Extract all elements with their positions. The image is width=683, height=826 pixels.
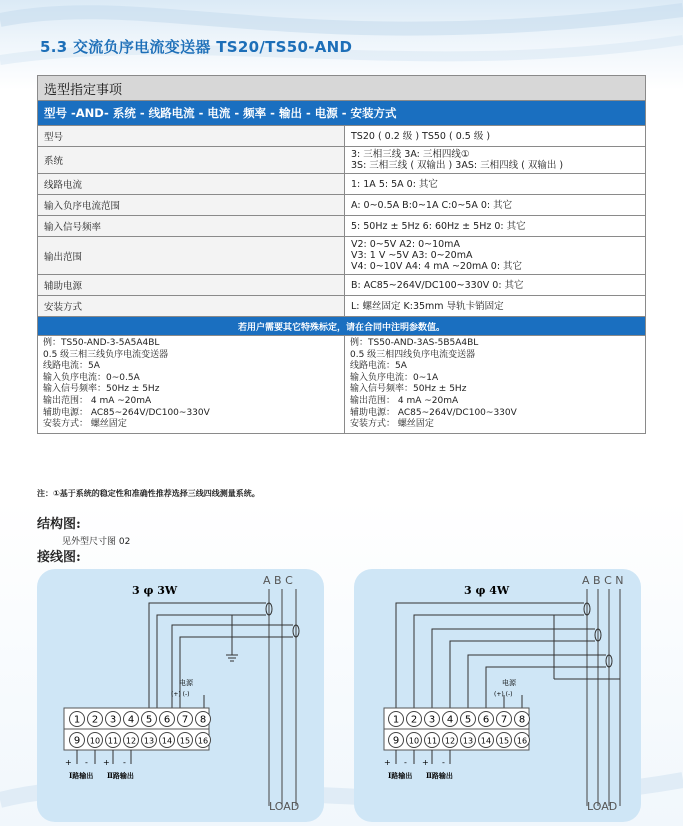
spec-row [38, 174, 646, 195]
footnote: 注：①基于系统的稳定性和准确性推荐选择三线四线测量系统。 [37, 489, 260, 498]
out1-plus: + [384, 758, 391, 767]
spec-value-line: 1: 1A 5: 5A 0: 其它 [351, 178, 438, 190]
spec-row [38, 147, 646, 174]
spec-row [38, 126, 646, 147]
spec-label: 输入负序电流范围 [38, 195, 345, 216]
terminal-number: 14 [161, 736, 173, 746]
wiring-svg-3p4w [354, 569, 641, 822]
spec-values [345, 275, 646, 296]
example-line: 安装方式： 螺丝固定 [350, 419, 434, 430]
output-1-label: Ⅰ路输出 [388, 771, 413, 780]
example-line: 线路电流：5A [350, 361, 407, 372]
out2-minus: - [442, 758, 445, 767]
terminal-number: 8 [518, 714, 526, 726]
selection-table [37, 75, 646, 434]
phase-labels: A B C [263, 574, 293, 587]
spec-value-line: V3: 1 V ~5V A3: 0~20mA [351, 250, 473, 261]
output-2-label: Ⅱ路输出 [426, 771, 453, 780]
phase-labels: A B C N [582, 574, 624, 587]
terminal-number: 8 [199, 714, 207, 726]
power-marks: (+) (-) [171, 691, 190, 698]
terminal-number: 5 [464, 714, 472, 726]
terminal-number: 1 [392, 714, 400, 726]
terminal-number: 7 [181, 714, 189, 726]
spec-value-line: 3: 三相三线 3A: 三相四线① [351, 149, 470, 160]
terminal-number: 14 [480, 736, 492, 746]
example-line: 输出范围： 4 mA ~20mA [43, 395, 152, 406]
spec-label: 输出范围 [38, 237, 345, 275]
structure-reference: 见外型尺寸图 02 [62, 537, 131, 547]
special-calibration-note: 若用户需要其它特殊标定，请在合同中注明参数值。 [38, 317, 646, 336]
spec-label: 输入信号频率 [38, 216, 345, 237]
wiring-svg-3p3w [37, 569, 324, 822]
power-label: 电源 [179, 679, 193, 687]
out1-minus: - [404, 758, 407, 767]
example-right [345, 336, 646, 434]
terminal-number: 10 [408, 736, 420, 746]
terminal-number: 2 [410, 714, 418, 726]
spec-values [345, 296, 646, 317]
out2-plus: + [103, 758, 110, 767]
terminal-number: 6 [482, 714, 490, 726]
example-line: 输出范围： 4 mA ~20mA [350, 395, 459, 406]
out2-minus: - [123, 758, 126, 767]
spec-value-line: A: 0~0.5A B:0~1A C:0~5A 0: 其它 [351, 199, 513, 211]
terminal-number: 7 [500, 714, 508, 726]
terminal-number: 1 [73, 714, 81, 726]
structure-heading: 结构图: [37, 517, 81, 532]
terminal-number: 10 [89, 736, 101, 746]
spec-row [38, 195, 646, 216]
spec-values [345, 147, 646, 174]
wiring-diagram-3p4w [354, 569, 641, 822]
terminal-number: 3 [428, 714, 436, 726]
example-line: 输入负序电流：0~0.5A [43, 372, 140, 383]
example-line: 输入信号频率：50Hz ± 5Hz [350, 384, 467, 395]
spec-values [345, 174, 646, 195]
example-line: 线路电流：5A [43, 361, 100, 372]
terminal-number: 4 [446, 714, 454, 726]
spec-label: 安装方式 [38, 296, 345, 317]
spec-value-line: V4: 0~10V A4: 4 mA ~20mA 0: 其它 [351, 261, 523, 272]
output-1-label: Ⅰ路输出 [69, 771, 94, 780]
power-label: 电源 [502, 679, 516, 687]
spec-label: 系统 [38, 147, 345, 174]
spec-rows [38, 126, 646, 317]
spec-value-line: V2: 0~5V A2: 0~10mA [351, 239, 460, 250]
spec-row [38, 296, 646, 317]
terminal-number: 3 [109, 714, 117, 726]
spec-label: 辅助电源 [38, 275, 345, 296]
model-formula: 型号 -AND- 系统 - 线路电流 - 电流 - 频率 - 输出 - 电源 - 安装方式 [38, 101, 646, 126]
terminal-number: 16 [197, 736, 209, 746]
out1-plus: + [65, 758, 72, 767]
example-line: 辅助电源： AC85~264V/DC100~330V [350, 407, 517, 418]
terminal-number: 12 [444, 736, 456, 746]
terminal-number: 2 [91, 714, 99, 726]
page-title: 5.3 交流负序电流变送器 TS20/TS50-AND [40, 38, 353, 56]
terminal-number: 11 [426, 736, 438, 746]
spec-values [345, 195, 646, 216]
wiring-heading: 接线图: [37, 550, 81, 565]
spec-value-line: TS20 ( 0.2 级 ) TS50 ( 0.5 级 ) [351, 130, 491, 142]
example-left [38, 336, 345, 434]
output-2-label: Ⅱ路输出 [107, 771, 134, 780]
spec-values [345, 237, 646, 275]
terminal-number: 12 [125, 736, 137, 746]
spec-value-line: 3S: 三相三线 ( 双输出 ) 3AS: 三相四线 ( 双输出 ) [351, 160, 564, 171]
spec-label: 型号 [38, 126, 345, 147]
spec-value-line: 5: 50Hz ± 5Hz 6: 60Hz ± 5Hz 0: 其它 [351, 220, 526, 232]
diagram-title: 3 φ 4W [464, 584, 510, 597]
terminal-number: 9 [392, 735, 400, 747]
example-line: 例：TS50-AND-3-5A5A4BL [43, 338, 160, 348]
terminal-number: 13 [143, 736, 155, 746]
example-line: 0.5 级三相三线负序电流变送器 [43, 349, 169, 360]
terminal-number: 9 [73, 735, 81, 747]
terminal-number: 5 [145, 714, 153, 726]
spec-values [345, 126, 646, 147]
example-line: 辅助电源： AC85~264V/DC100~330V [43, 407, 210, 418]
spec-row [38, 216, 646, 237]
example-line: 0.5 级三相四线负序电流变送器 [350, 349, 476, 360]
spec-value-line: B: AC85~264V/DC100~330V 0: 其它 [351, 279, 524, 291]
terminal-number: 6 [163, 714, 171, 726]
wiring-diagram-3p3w [37, 569, 324, 822]
selection-header: 选型指定事项 [38, 76, 646, 101]
out2-plus: + [422, 758, 429, 767]
spec-row [38, 275, 646, 296]
example-line: 安装方式： 螺丝固定 [43, 419, 127, 430]
example-line: 输入信号频率：50Hz ± 5Hz [43, 384, 160, 395]
example-line: 输入负序电流：0~1A [350, 372, 439, 383]
load-label: LOAD [587, 800, 618, 813]
terminal-number: 4 [127, 714, 135, 726]
terminal-number: 11 [107, 736, 119, 746]
spec-values [345, 216, 646, 237]
terminal-number: 13 [462, 736, 474, 746]
spec-row [38, 237, 646, 275]
spec-value-line: L: 螺丝固定 K:35mm 导轨卡销固定 [351, 300, 504, 312]
terminal-number: 15 [498, 736, 510, 746]
example-line: 例：TS50-AND-3AS-5B5A4BL [350, 338, 479, 348]
spec-label: 线路电流 [38, 174, 345, 195]
out1-minus: - [85, 758, 88, 767]
terminal-number: 15 [179, 736, 191, 746]
power-marks: (+) (-) [494, 691, 513, 698]
terminal-number: 16 [516, 736, 528, 746]
load-label: LOAD [269, 800, 300, 813]
diagram-title: 3 φ 3W [132, 584, 178, 597]
